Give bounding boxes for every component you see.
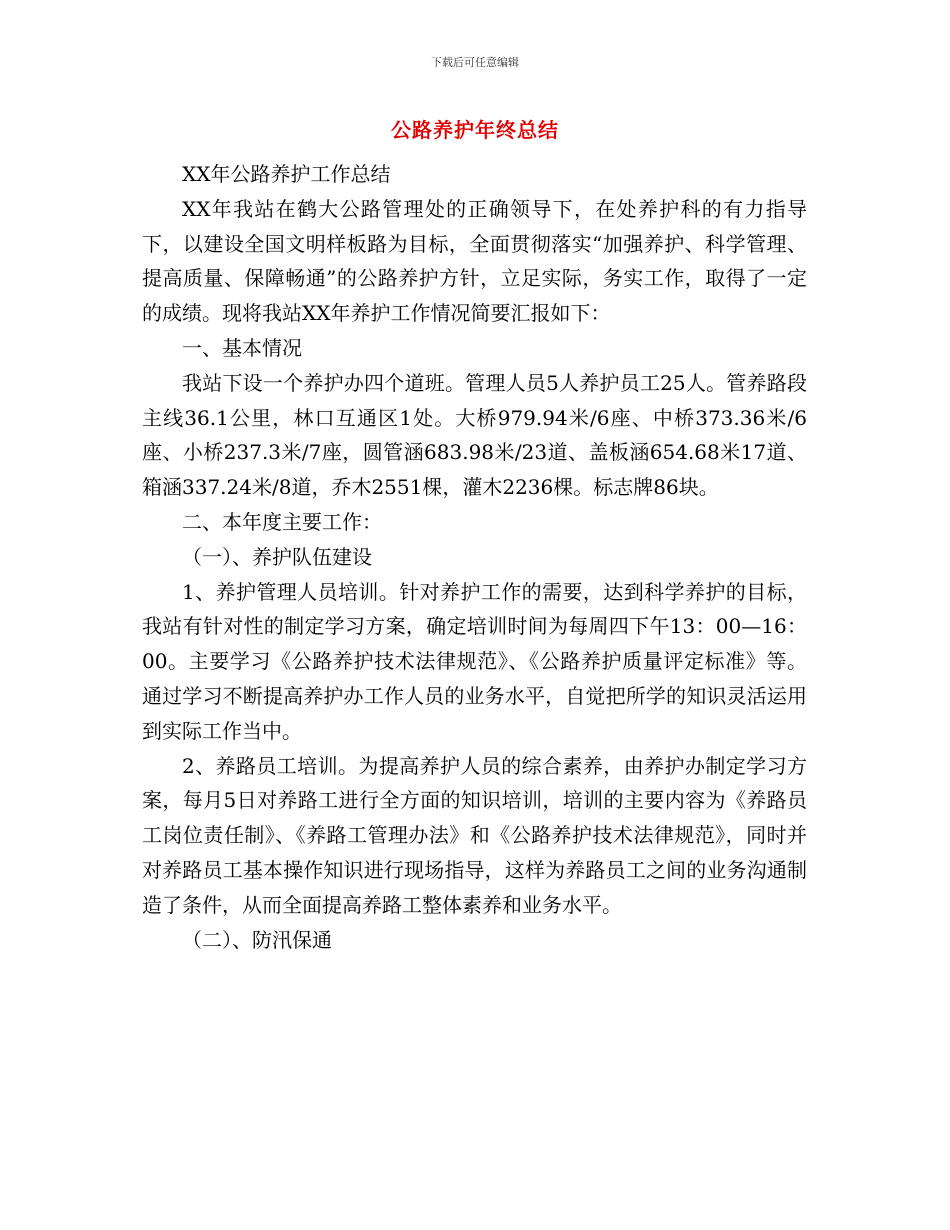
section-heading-basic: 一、基本情况 [182,335,302,360]
header-note: 下载后可任意编辑 [431,56,519,69]
paragraph-subtitle: XX年公路养护工作总结 [182,162,391,186]
subsection-heading-team: （一）、养护队伍建设 [182,544,372,569]
document-body [142,157,807,957]
document-title: 公路养护年终总结 [391,118,559,142]
paragraph-intro: XX年我站在鹤大公路管理处的正确领导下，在处养护科的有力指导下，以建设全国文明样板路为目标，全面贯彻落实“加强养护、科学管理、提高质量、保障畅通”的公路养护方针，立足实际，务实工作，取得了一定的成绩。现将我站XX年养护工作情况简要汇报如下： [142,196,807,326]
paragraph-manager-training: 1、养护管理人员培训。针对养护工作的需要，达到科学养护的目标，我站有针对性的制定学习方案，确定培训时间为每周四下午13：00—16：00。主要学习《公路养护技术法律规范》、《公路养护质量评定标准》等。通过学习不断提高养护办工作人员的业务水平，自觉把所学的知识灵活运用到实际工作当中。 [142,579,807,743]
paragraph-basic-info: 我站下设一个养护办四个道班。管理人员5人养护员工25人。管养路段主线36.1公里，林口互通区1处。大桥979.94米/6座、中桥373.36米/6座、小桥237.3米/7座，圆管涵683.98米/23道、盖板涵654.68米17道、箱涵337.24米/8道，乔木2551棵，灌木2236棵。标志牌86块。 [142,370,807,500]
paragraph-worker-training: 2、养路员工培训。为提高养护人员的综合素养，由养护办制定学习方案，每月5日对养路工进行全方面的知识培训，培训的主要内容为《养路员工岗位责任制》、《养路工管理办法》和《公路养护技术法律规范》，同时并对养路员工基本操作知识进行现场指导，这样为养路员工之间的业务沟通制造了条件，从而全面提高养路工整体素养和业务水平。 [142,753,807,917]
section-heading-main-work: 二、本年度主要工作： [182,509,382,534]
subsection-heading-flood: （二）、防汛保通 [182,927,332,952]
